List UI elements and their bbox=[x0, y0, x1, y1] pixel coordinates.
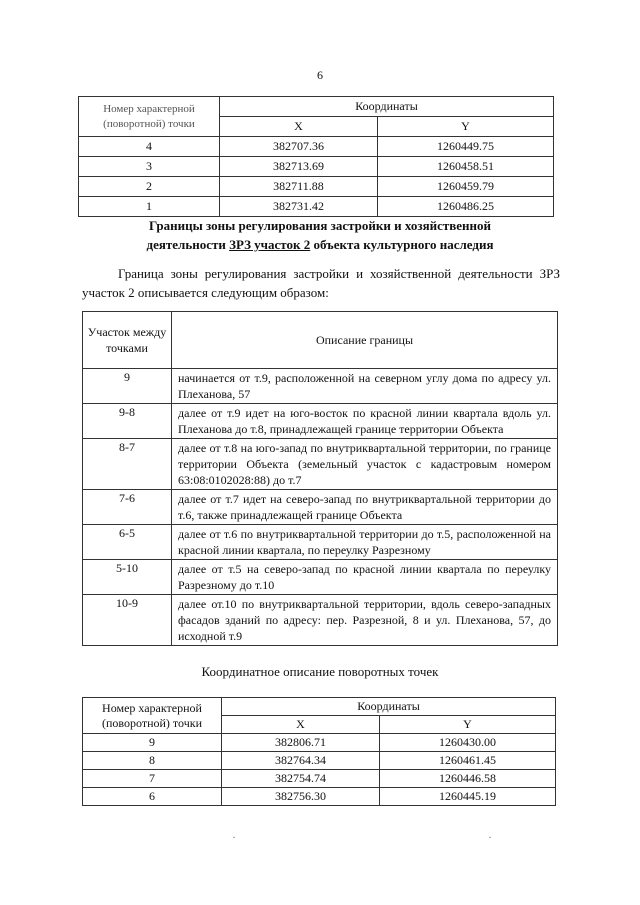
cell-segment: 6-5 bbox=[83, 525, 172, 560]
header-segment: Участок между точками bbox=[83, 312, 172, 369]
cell-point: 1 bbox=[79, 197, 220, 217]
cell-description: далее от т.8 на юго-запад по внутриквартальной территории, по границе территории Объекта (земельный участок с кадастровым номером 63:08:0102028:88) до т.7 bbox=[172, 439, 558, 490]
heading-zone-name: ЗРЗ участок 2 bbox=[229, 237, 311, 252]
cell-y: 1260486.25 bbox=[377, 197, 553, 217]
cell-x: 382754.74 bbox=[222, 770, 380, 788]
description-paragraph: Граница зоны регулирования застройки и хозяйственной деятельности ЗРЗ участок 2 описывается следующим образом: bbox=[82, 266, 560, 300]
cell-x: 382707.36 bbox=[220, 137, 378, 157]
cell-description: далее от т.5 на северо-запад по красной линии квартала по переулку Разрезному до т.10 bbox=[172, 560, 558, 595]
table-row bbox=[83, 734, 556, 752]
header-x: X bbox=[222, 716, 380, 734]
cell-x: 382756.30 bbox=[222, 788, 380, 806]
table-row bbox=[83, 369, 558, 404]
cell-point: 3 bbox=[79, 157, 220, 177]
header-point: Номер характерной (поворотной) точки bbox=[83, 698, 222, 734]
cell-y: 1260446.58 bbox=[379, 770, 555, 788]
boundary-table bbox=[82, 311, 558, 646]
cell-y: 1260430.00 bbox=[379, 734, 555, 752]
cell-point: 8 bbox=[83, 752, 222, 770]
cell-description: далее от т.9 идет на юго-восток по красной линии квартала вдоль ул. Плеханова до т.8, принадлежащей границе территории Объекта bbox=[172, 404, 558, 439]
cell-x: 382731.42 bbox=[220, 197, 378, 217]
cell-segment: 7-6 bbox=[83, 490, 172, 525]
cell-point: 4 bbox=[79, 137, 220, 157]
coordinates-caption: Координатное описание поворотных точек bbox=[201, 664, 439, 679]
cell-segment: 8-7 bbox=[83, 439, 172, 490]
cell-y: 1260461.45 bbox=[379, 752, 555, 770]
cell-x: 382764.34 bbox=[222, 752, 380, 770]
cell-description: далее от т.7 идет на северо-запад по внутриквартальной территории до т.6, также принадлежащей границе Объекта bbox=[172, 490, 558, 525]
table-row bbox=[83, 525, 558, 560]
cell-y: 1260449.75 bbox=[377, 137, 553, 157]
table-row bbox=[79, 157, 554, 177]
top-coordinates-table bbox=[78, 96, 554, 217]
cell-y: 1260445.19 bbox=[379, 788, 555, 806]
table-row bbox=[79, 137, 554, 157]
cell-description: далее от т.6 по внутриквартальной территории до т.5, расположенной на красной линии квартала, по переулку Разрезному bbox=[172, 525, 558, 560]
cell-segment: 9 bbox=[83, 369, 172, 404]
header-x: X bbox=[220, 117, 378, 137]
cell-segment: 5-10 bbox=[83, 560, 172, 595]
section-heading bbox=[90, 216, 550, 254]
cell-x: 382713.69 bbox=[220, 157, 378, 177]
table-row bbox=[83, 752, 556, 770]
heading-text: объекта культурного наследия bbox=[310, 237, 494, 252]
cell-segment: 9-8 bbox=[83, 404, 172, 439]
table-row bbox=[83, 770, 556, 788]
table-row bbox=[83, 595, 558, 646]
heading-line-1: Границы зоны регулирования застройки и хозяйственной bbox=[148, 218, 492, 233]
coordinates-table bbox=[82, 697, 556, 806]
table-row bbox=[83, 439, 558, 490]
page-number: 6 bbox=[317, 68, 323, 82]
header-coords: Координаты bbox=[220, 97, 554, 117]
table-row bbox=[83, 490, 558, 525]
table-row bbox=[83, 560, 558, 595]
cell-description: начинается от т.9, расположенной на северном углу дома по адресу ул. Плеханова, 57 bbox=[172, 369, 558, 404]
heading-text: деятельности bbox=[146, 237, 230, 252]
cell-point: 2 bbox=[79, 177, 220, 197]
cell-y: 1260458.51 bbox=[377, 157, 553, 177]
cell-point: 6 bbox=[83, 788, 222, 806]
table-row bbox=[79, 197, 554, 217]
cell-y: 1260459.79 bbox=[377, 177, 553, 197]
scan-mark: · bbox=[488, 830, 492, 844]
header-description: Описание границы bbox=[172, 312, 558, 369]
heading-line-2 bbox=[90, 235, 550, 254]
header-y: Y bbox=[379, 716, 555, 734]
table-row bbox=[79, 177, 554, 197]
cell-segment: 10-9 bbox=[83, 595, 172, 646]
scan-mark: · bbox=[232, 830, 236, 844]
table-row bbox=[83, 788, 556, 806]
header-coords: Координаты bbox=[222, 698, 556, 716]
cell-point: 9 bbox=[83, 734, 222, 752]
header-y: Y bbox=[377, 117, 553, 137]
table-row bbox=[83, 404, 558, 439]
cell-x: 382711.88 bbox=[220, 177, 378, 197]
cell-description: далее от.10 по внутриквартальной территории, вдоль северо-западных фасадов зданий по адресу: пер. Разрезной, 8 и ул. Плеханова, 57, до исходной т.9 bbox=[172, 595, 558, 646]
header-point: Номер характерной (поворотной) точки bbox=[79, 97, 220, 137]
cell-x: 382806.71 bbox=[222, 734, 380, 752]
cell-point: 7 bbox=[83, 770, 222, 788]
